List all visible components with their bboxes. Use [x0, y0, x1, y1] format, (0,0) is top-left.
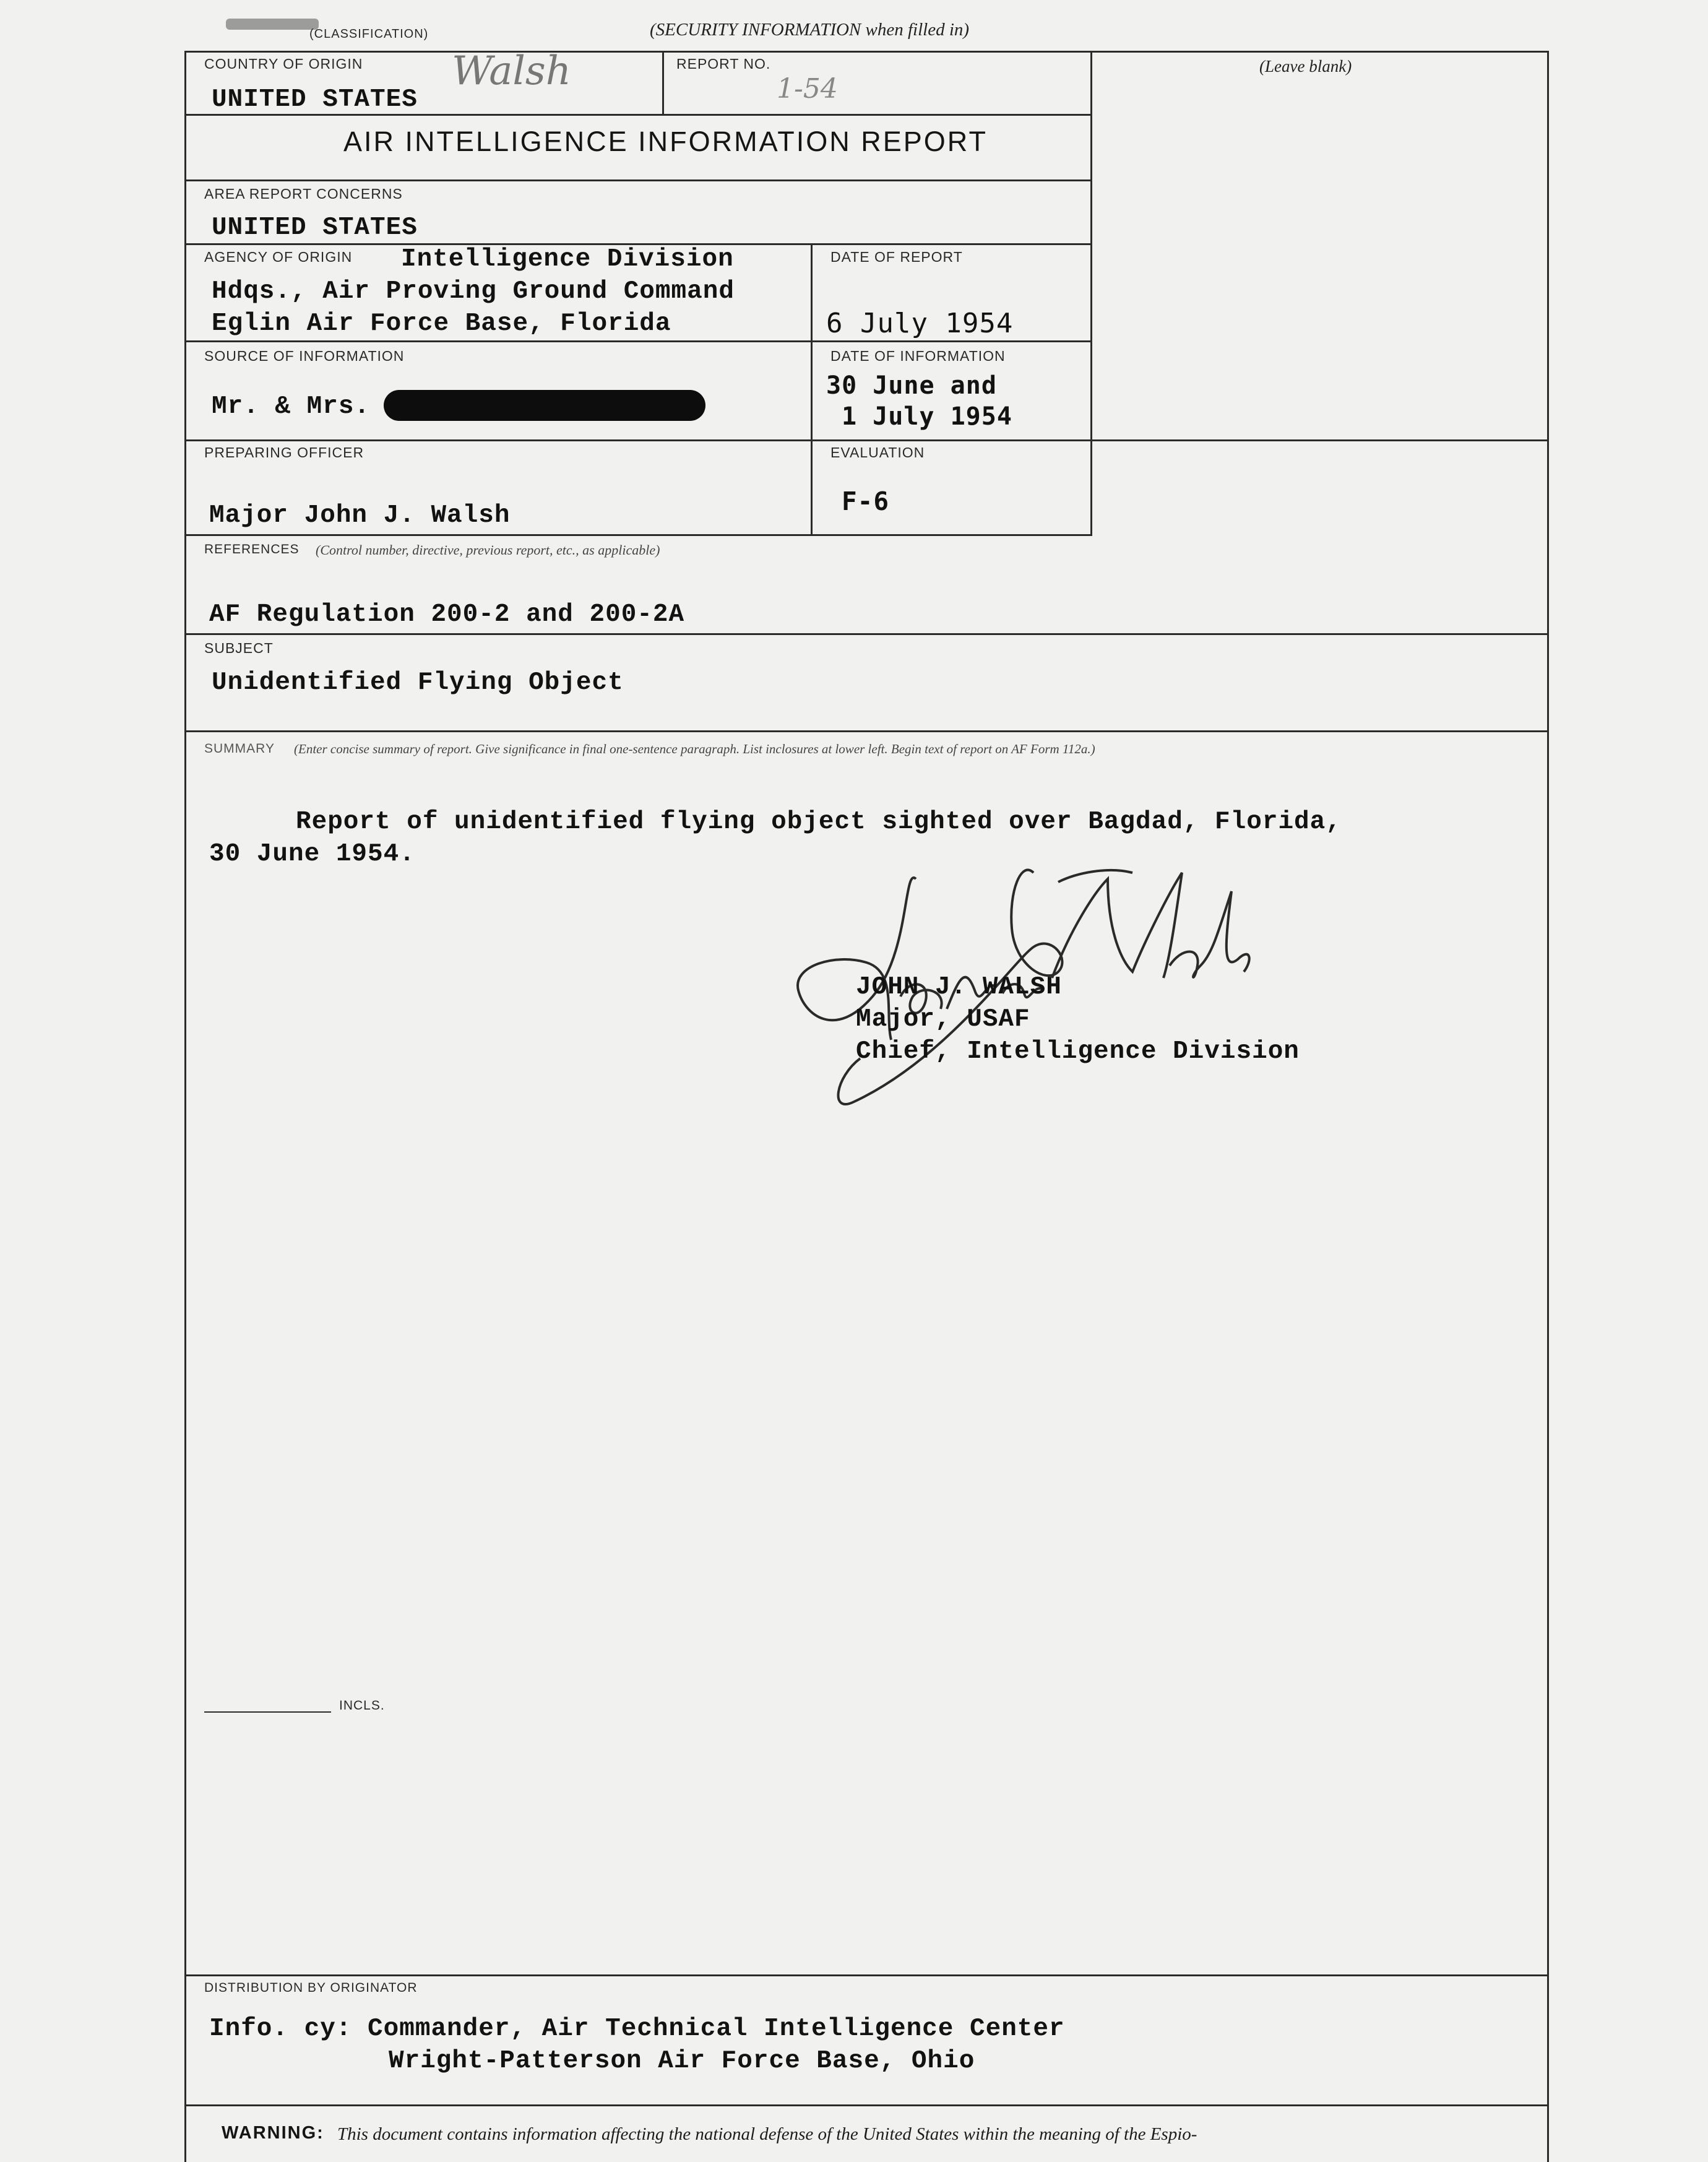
source-bottom [184, 439, 1549, 441]
distribution-line-1: Info. cy: Commander, Air Technical Intelligence Center [209, 2015, 1065, 2043]
classification-label: (CLASSIFICATION) [309, 27, 429, 41]
area-label: AREA REPORT CONCERNS [204, 186, 403, 202]
area-value: UNITED STATES [212, 214, 418, 242]
preparing-officer-label: PREPARING OFFICER [204, 444, 364, 461]
officer-bottom [184, 534, 1092, 536]
report-no-label: REPORT NO. [676, 56, 771, 72]
date-of-report-value: 6 July 1954 [826, 308, 1014, 339]
subject-value: Unidentified Flying Object [212, 668, 624, 697]
title-bottom [184, 179, 1092, 181]
warning-text: This document contains information affecting the national defense of the United States within the meaning of the Espio- [337, 2124, 1197, 2144]
leave-blank-divider [1090, 51, 1092, 535]
subject-label: SUBJECT [204, 640, 274, 656]
distribution-line-2: Wright-Patterson Air Force Base, Ohio [389, 2047, 975, 2075]
references-bottom [184, 633, 1549, 635]
form-right-border [1547, 51, 1549, 2162]
country-label: COUNTRY OF ORIGIN [204, 56, 363, 72]
date-of-info-line-1: 30 June and [826, 371, 997, 400]
summary-line-1: Report of unidentified flying object sighted over Bagdad, Florida, [296, 808, 1342, 836]
country-value: UNITED STATES [212, 85, 418, 114]
security-note: (SECURITY INFORMATION when filled in) [650, 20, 970, 40]
subject-bottom [184, 730, 1549, 732]
form-top-border [184, 51, 1549, 53]
row1-bottom [184, 114, 1092, 116]
report-title: AIR INTELLIGENCE INFORMATION REPORT [343, 126, 988, 157]
summary-line-2: 30 June 1954. [209, 840, 415, 868]
date-of-info-line-2: 1 July 1954 [842, 402, 1012, 431]
agency-line-2: Hdqs., Air Proving Ground Command [212, 277, 735, 306]
references-note: (Control number, directive, previous report, etc., as applicable) [316, 542, 660, 558]
report-no-divider [662, 51, 664, 115]
incls-label: INCLS. [339, 1698, 385, 1713]
agency-bottom [184, 340, 1092, 342]
date-of-report-label: DATE OF REPORT [830, 249, 963, 265]
preparing-officer-value: Major John J. Walsh [209, 501, 511, 530]
evaluation-label: EVALUATION [830, 444, 925, 461]
distribution-top [184, 1974, 1549, 1976]
warning-label: WARNING: [222, 2123, 324, 2143]
signer-name: JOHN J. WALSH [856, 973, 1062, 1001]
source-value: Mr. & Mrs. [212, 392, 371, 421]
mid-column-divider [811, 243, 813, 535]
references-label: REFERENCES [204, 542, 300, 556]
agency-line-3: Eglin Air Force Base, Florida [212, 309, 671, 338]
date-of-info-label: DATE OF INFORMATION [830, 348, 1006, 364]
leave-blank-note: (Leave blank) [1259, 57, 1352, 76]
signer-title: Chief, Intelligence Division [856, 1037, 1300, 1066]
report-no-value: 1-54 [777, 73, 838, 105]
references-value: AF Regulation 200-2 and 200-2A [209, 600, 685, 629]
warning-top [184, 2104, 1549, 2106]
classification-smudge [226, 19, 319, 30]
agency-line-1: Intelligence Division [401, 245, 734, 274]
signer-rank: Major, USAF [856, 1005, 1030, 1034]
summary-note: (Enter concise summary of report. Give significance in final one-sentence paragraph. List inclosures at lower left. Begin text of report on AF Form 112a.) [294, 742, 1095, 756]
form-left-border [184, 51, 186, 2162]
redaction-bar [384, 390, 705, 421]
summary-label: SUMMARY [204, 742, 275, 756]
incls-blank-line [204, 1711, 331, 1713]
signature-script: John J Walsh [761, 854, 765, 855]
handwritten-initials: Walsh [452, 48, 571, 94]
agency-label: AGENCY OF ORIGIN [204, 249, 353, 265]
evaluation-value: F-6 [842, 486, 890, 516]
distribution-label: DISTRIBUTION BY ORIGINATOR [204, 1981, 418, 1995]
source-label: SOURCE OF INFORMATION [204, 348, 405, 364]
